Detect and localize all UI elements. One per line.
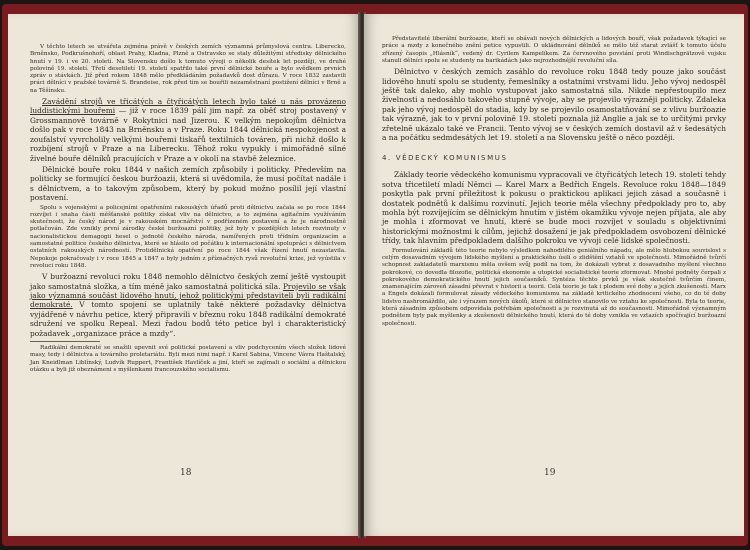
footnote-rule <box>30 341 100 342</box>
paragraph <box>30 272 346 338</box>
underlined-text: Zavádění strojů ve třicátých a čtyřicátých letech bylo také u nás provázeno luddistickými bouřemi <box>30 97 346 116</box>
paragraph: Dělnické bouře roku 1844 v našich zemích způsobily i politicky. Především na politicky se formující českou buržoazii, která si uvědomila, že musí počítat nadále i s dělnictvem, a to takovým způsobem, který by pokud možno posílil její vlastní postavení. <box>30 164 346 203</box>
paragraph-text: — již v roce 1839 pálí jim např. za oběť stroj postavený v Grossmannově továrně v Rokytnici nad Jizerou. K velkým nepokojům dělnictva došlo pak v roce 1843 na Brněnsku a v Praze. Roku 1844 dělnická nespokojenost a zoufalství vyvrcholily velkými bouřemi tiskařů textilních továren, při nichž došlo k rozbíjení strojů v Praze a na Liberecku. Těhož roku vypukly i mimořádně silné živelné bouře dělníků pracujících v Praze a v okolí na stavbě železnice. <box>30 106 347 163</box>
left-page-text <box>30 44 346 374</box>
paragraph: Základy teorie vědeckého komunismu vypracovali ve čtyřicátých letech 19. století tehdy sotva třicetiletí mladí Němci — Karel Marx a Bedřich Engels. Revoluce roku 1848—1849 poskytla pak první příležitost k pokusu o praktickou aplikaci jejich zásad a současně i dostatek podnětů k dalšímu rozvinutí. Jejich teorie měla všechny předpoklady pro to, aby mohla být rozvíjejícím se dělnickým hnutím v jistém okamžiku vývoje nejen přijata, ale aby je mohla i zformovat ve hnutí, které se bude moci rozvíjet v souladu s objektivními historickými možnostmi k cílům, jejichž dosažení je jak předpokladem osvobození dělnické třídy, tak hlavním předpokladem dalšího pokroku ve vývoji celé lidské společnosti. <box>382 170 726 246</box>
left-page <box>8 14 360 536</box>
paragraph: Představitelé liberální buržoazie, kteří se obávali nových dělnických a lidových bouří, však požadavek týkající se práce a mzdy z konečného znění petice vypustili. O ukládnování dělníků se mělo též starat zvlášť k tomuto účelu zřízený časopis „Hlásník“, vedený dr. Cyrilem Kampelíkem. Za červnového povstání proti Windischgrätzově vojsku stanuli dělníci spolu se studenty na barikádách jako nejrozhodnější revoluční síla. <box>382 36 726 64</box>
paragraph-text: V buržoazní revoluci roku 1848 nemohlo dělnictvo českých zemí ještě vystoupit jako samostatná složka, a tím méně jako samostatná politická síla. <box>30 272 346 291</box>
footnote: Radikální demokraté se snažili upevnit své politické postavení a vliv podchycením všech složek lidové masy, tedy i dělnictva a továrního proletariátu. Byli mezi nimi např. i Karel Sabina, Vincenc Vávra Haštalský, Jan Kneidlman Liblínský, Ludvík Ruppert, František Havlíček a jiní, kteří se zajímali o sociální a dělnickou otázku a byli již obeznámeni s myšlenkami francouzského socialismu. <box>30 345 346 373</box>
underlined-text: Projevilo se však jako významná součást lidového hnutí, jehož politickými představiteli byli radikální demokraté. <box>30 281 346 310</box>
paragraph <box>30 97 346 163</box>
paragraph: Formulování základů této teorie nebylo výsledkem nahodilého geniálního nápadu, ale mělo hlubokou souvislost s celým dosavadním vývojem lidského myšlení a praktického úsilí o zlidštění vztahů ve společnosti. Mimořádně tvůrčí schopnost zakladatelů marxismu měla ovšem svůj podíl na tom, že dokázali vybrat z dosavadního myšlení všechno pokrokové, co dovedla filozofie, politická ekonomie a utopické socialistické teorie zformovat. Mnohé podněty čerpali z pokrokového demokratického hnutí jejich současníků. Syntéza těchto prvků je však skutečně tvůrčím činem, znamenajícím zároveň zásadní převrat v historii a teorii. Celá teorie je tak i plodem své doby a jejích zkušeností. Marx a Engels dokázali formulovat zásady vědeckého komunismu na základě kritického zhodnocení všeho, co do té doby lidstvo nashromáždilo, ale i výrazem nových úkolů, které si dělnictvo stanovilo ve vztahu ke společnosti. Byla to teorie, která zásadním způsobem odpovídala potřebám společnosti a je rozvinutá až do současnosti. Mimořádně významným podnětem byly pak myšlenky a zkušenosti dělnického hnutí, která do té doby vznikla ve vztazích spočívající buržoazní společnosti. <box>382 247 726 327</box>
paragraph-text: V tomto spojení se uplatnily také některé požadavky dělnictva vyjádřené v návrhu petice, který připravili v březnu roku 1848 radikální demokraté sdružení ve spolku Repeal. Mezi řadou bodů této petice byl i charakteristický požadavek „organizace práce a mzdy“. <box>30 300 346 338</box>
paragraph: V těchto letech se utvářela zejména právě v českých zemích významná průmyslová centra. Liberecko, Brněnsko, Podkrušnohoří, oblast Prahy, Kladna, Plzně a Ostravsko se staly důležitými středisky dělnického hnutí v 19. i ve 20. století. Na Slovensku došlo k tomuto vývoji o několik desítek let později, ve druhé polovině 19. století. Třetí desetiletí 19. století spatřilo také první dělnické bouře a bylo svědkem prvních zpráv o stávkách. Již před rokem 1848 mělo předkládáním požadavků dost důrazu. V roce 1832 zastavili práci dělníci v pražské továrně S. Brandeise, rok před tím se bouřili nezaměstnaní postižení dělníci v Brně a na Těšínsku. <box>30 44 346 94</box>
page-number: 19 <box>544 468 556 478</box>
right-page-text <box>382 36 726 328</box>
paragraph: Spolu s vojenskými a policejními opatřeními rakouských úřadů proti dělnictvu začala se po roce 1844 rozvíjet i snaha části měšťanské politiky získat vliv na dělnictvo, a to zejména agitačním využíváním skutečnosti, že český národ je v rakouském mocnářství v podřízeném postavení a že je národnostně potlačován. Zde vznikly první zárodky české buržoazní politiky, jež byly v pozdějších letech rozvinuty v nacionalistickou demagogii hesel o jednotě českého národa, namířených proti třídním organizacím a samostatné politice českého dělnictva, které se hlásilo od počátku k internacionální spolupráci s dělnictvem ostatních rakouských národností. Protidělnická opatření po roce 1844 však řízení hnutí nezastavila. Nepokoje pokračovaly i v roce 1845 a 1847 a byly jedním z příznačných rysů revoluční krize, jež vyústila v revoluci roku 1848. <box>30 204 346 269</box>
page-number: 18 <box>180 468 192 478</box>
paragraph: Dělnictvo v českých zemích zasáhlo do revoluce roku 1848 tedy pouze jako součást lidového hnutí spolu se studenty, řemeslníky a ostatními vrstvami lidu. Jeho vývoj nedospěl ještě tak daleko, aby mohlo vystupovat jako samostatná síla. Nikde nepřestoupilo mez živelnosti a nedosáhlo takového stupně vývoje, aby se projevilo výrazněji politicky. Zdaleka pak jeho vývoj nedospěl do stadia, kdy by se projevilo osamostatňování se z vlivu buržoazie tak výrazně, jak to v první polovině 19. století poznala již Anglie a jak se to určitými prvky zřetelně ukázalo také ve Francii. Tento vývoj se v českých zemích dostavil až v šedesátých a na počátku sedmdesátých let 19. století a na Slovensku ještě o něco později. <box>382 67 726 143</box>
section-heading: 4. VĚDECKÝ KOMUNISMUS <box>382 154 508 163</box>
right-page <box>364 14 744 536</box>
